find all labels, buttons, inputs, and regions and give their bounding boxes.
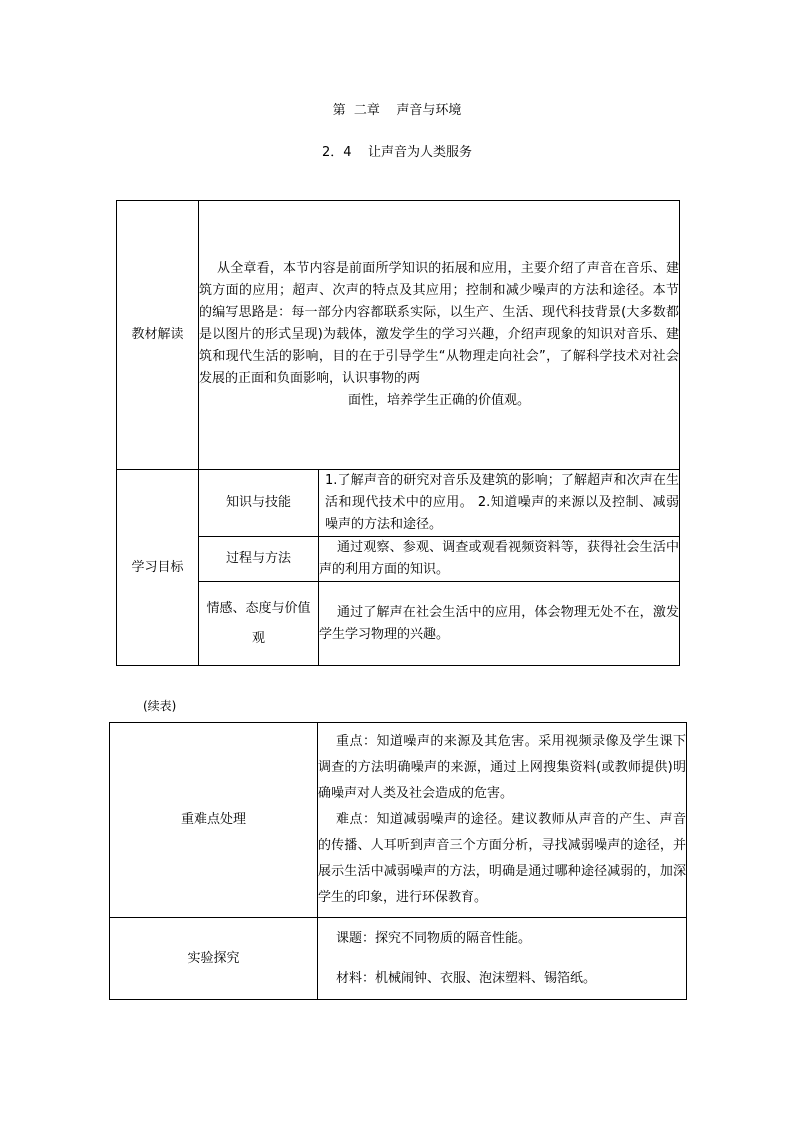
goal-attitude-content: 通过了解声在社会生活中的应用，体会物理无处不在，激发学生学习物理的兴趣。 — [319, 582, 680, 666]
textbook-analysis-text-end: 面性，培养学生正确的价值观。 — [347, 393, 530, 408]
goal-process-content: 通过观察、参观、调查或观看视频资料等，获得社会生活中声的利用方面的知识。 — [319, 537, 680, 582]
key-points-content — [318, 723, 687, 918]
goal-attitude-label-line2: 观 — [251, 630, 265, 646]
textbook-analysis-label: 教材解读 — [117, 201, 199, 470]
experiment-materials: 材料：机械闹钟、衣服、泡沫塑料、锡箔纸。 — [336, 970, 597, 986]
goal-knowledge-content: 1.了解声音的研究对音乐及建筑的影响；了解超声和次声在生活和现代技术中的应用。 2.知道噪声的来源以及控制、减弱噪声的方法和途径。 — [319, 470, 680, 537]
key-point-difficulty: 难点：知道减弱噪声的途径。建议教师从声音的产生、声音的传播、人耳听到声音三个方面分析，寻找减弱噪声的途径，并展示生活中减弱噪声的方法，明确是通过哪种途径减弱的，加深学生的印象，进行环保教育。 — [318, 812, 686, 905]
key-point-focus: 重点：知道噪声的来源及其危害。采用视频录像及学生课下调查的方法明确噪声的来源，通过上网搜集资料(或教师提供)明确噪声对人类及社会造成的危害。 — [318, 734, 686, 801]
goal-knowledge-label: 知识与技能 — [199, 470, 319, 537]
experiment-label: 实验探究 — [110, 918, 318, 1000]
lesson-table — [116, 200, 680, 666]
textbook-analysis-content — [199, 201, 680, 470]
continued-note: (续表) — [143, 699, 177, 713]
experiment-content — [318, 918, 687, 1000]
goal-process-label: 过程与方法 — [199, 537, 319, 582]
experiment-topic: 课题：探究不同物质的隔音性能。 — [336, 930, 532, 946]
lesson-table-continued — [109, 722, 687, 1000]
chapter-title: 第 二章 声音与环境 — [332, 103, 462, 118]
textbook-analysis-text: 从全章看，本节内容是前面所学知识的拓展和应用，主要介绍了声音在音乐、建筑方面的应用；超声、次声的特点及其应用；控制和减少噪声的方法和途径。本节的编写思路是：每一部分内容都联系实际，以生产、生活、现代科技背景(大多数都是以图片的形式呈现)为载体，激发学生的学习兴趣，介绍声现象的知识对音乐、建筑和现代生活的影响，目的在于引导学生“从物理走向社会”，了解科学技术对社会发展的正面和负面影响，认识事物的两 — [199, 261, 679, 386]
goal-attitude-label-line1: 情感、态度与价值 — [206, 600, 311, 616]
key-points-label: 重难点处理 — [110, 723, 318, 918]
learning-goals-label: 学习目标 — [117, 470, 199, 666]
goal-attitude-label — [199, 582, 319, 666]
section-title: 2．4 让声音为人类服务 — [321, 145, 473, 160]
